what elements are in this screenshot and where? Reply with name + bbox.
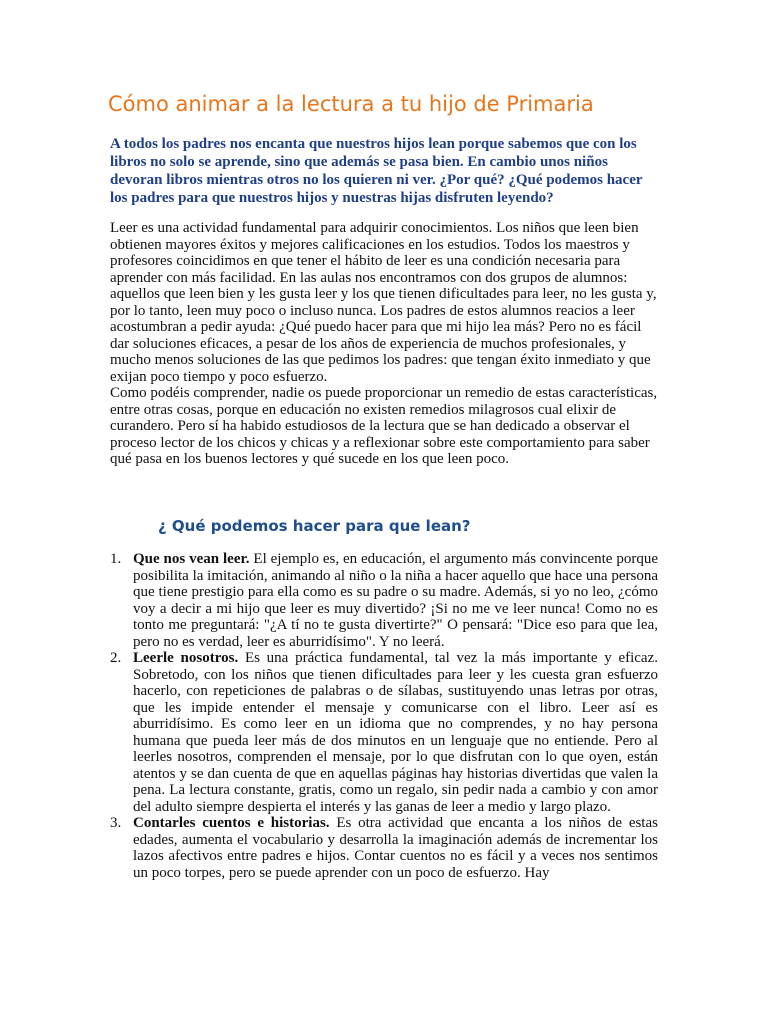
list-item (110, 815, 658, 881)
body-paragraph: Leer es una actividad fundamental para adquirir conocimientos. Los niños que leen bien obtienen mayores éxitos y mejores calificaciones en los estudios. Todos los maestros y profesores coincidimos en que tener el hábito de leer es una condición necesaria para aprender con más facilidad. En las aulas nos encontramos con dos grupos de alumnos: aquellos que leen bien y les gusta leer y los que tienen dificultades para leer, no les gusta y, por lo tanto, leen muy poco o incluso nunca. Los padres de estos alumnos reacios a leer acostumbran a pedir ayuda: ¿Qué puedo hacer para que mi hijo lea más? Pero no es fácil dar soluciones eficaces, a pesar de los años de experiencia de muchos profesionales, y mucho menos soluciones de las que pedimos los padres: que tengan éxito inmediato y que exijan poco tiempo y poco esfuerzo. (110, 220, 657, 385)
page-title: Cómo animar a la lectura a tu hijo de Primaria (108, 92, 594, 116)
list-item-lead: Que nos vean leer. (133, 551, 250, 567)
list-item-lead: Contarles cuentos e historias. (133, 815, 330, 831)
list-item-number: 1. (110, 551, 122, 567)
list-item-text: Es otra actividad que encanta a los niños de estas edades, aumenta el vocabulario y desarrolla la imaginación además de incrementar los lazos afectivos entre padres e hijos. Contar cuentos no es fácil y a veces nos sentimos un poco torpes, pero se puede aprender con un poco de esfuerzo. Hay (133, 815, 658, 881)
list-item (110, 650, 658, 815)
body-text (110, 220, 662, 468)
list-item-lead: Leerle nosotros. (133, 650, 239, 666)
list-item-number: 3. (110, 815, 122, 831)
list-item-text: Es una práctica fundamental, tal vez la más importante y eficaz. Sobretodo, con los niños que tienen dificultades para leer y les cuesta gran esfuerzo hacerlo, con repeticiones de palabras o de sílabas, sustituyendo unas letras por otras, que les impide entender el mensaje y comunicarse con el libro. Leer así es aburridísimo. Es como leer en un idioma que no comprendes, y no hay persona humana que pueda leer más de dos minutos en un lenguaje que no entiende. Pero al leerles nosotros, comprenden el mensaje, por lo que disfrutan con lo que oyen, están atentos y se dan cuenta de que en aquellas páginas hay historias divertidas que valen la pena. La lectura constante, gratis, como un regalo, sin pedir nada a cambio y con amor del adulto siempre despierta el interés y las ganas de leer a medio y largo plazo. (133, 650, 658, 815)
list-item (110, 551, 658, 650)
list-item-number: 2. (110, 650, 122, 666)
intro-paragraph: A todos los padres nos encanta que nuestros hijos lean porque sabemos que con los libros no solo se aprende, sino que además se pasa bien. En cambio unos niños devoran libros mientras otros no los quieren ni ver. ¿Por qué? ¿Qué podemos hacer los padres para que nuestros hijos y nuestras hijas disfruten leyendo? (110, 136, 643, 206)
section-heading: ¿ Qué podemos hacer para que lean? (158, 517, 471, 535)
body-paragraph: Como podéis comprender, nadie os puede proporcionar un remedio de estas características, entre otras cosas, porque en educación no existen remedios milagrosos cual elixir de curandero. Pero sí ha habido estudiosos de la lectura que se han dedicado a observar el proceso lector de los chicos y chicas y a reflexionar sobre este comportamiento para saber qué pasa en los buenos lectores y qué sucede en los que leen poco. (110, 385, 658, 467)
list-item-text: El ejemplo es, en educación, el argumento más convincente porque posibilita la imitación, animando al niño o la niña a hacer aquello que hace una persona que tiene prestigio para ella como es su padre o su madre. Además, si yo no leo, ¿cómo voy a decir a mi hijo que leer es muy divertido? ¡Si no me ve leer nunca! Como no es tonto me preguntará: "¿A tí no te gusta divertirte?" O pensará: "Dice eso para que lea, pero no es verdad, leer es aburridísimo". Y no leerá. (133, 551, 658, 650)
steps-list (110, 551, 658, 881)
